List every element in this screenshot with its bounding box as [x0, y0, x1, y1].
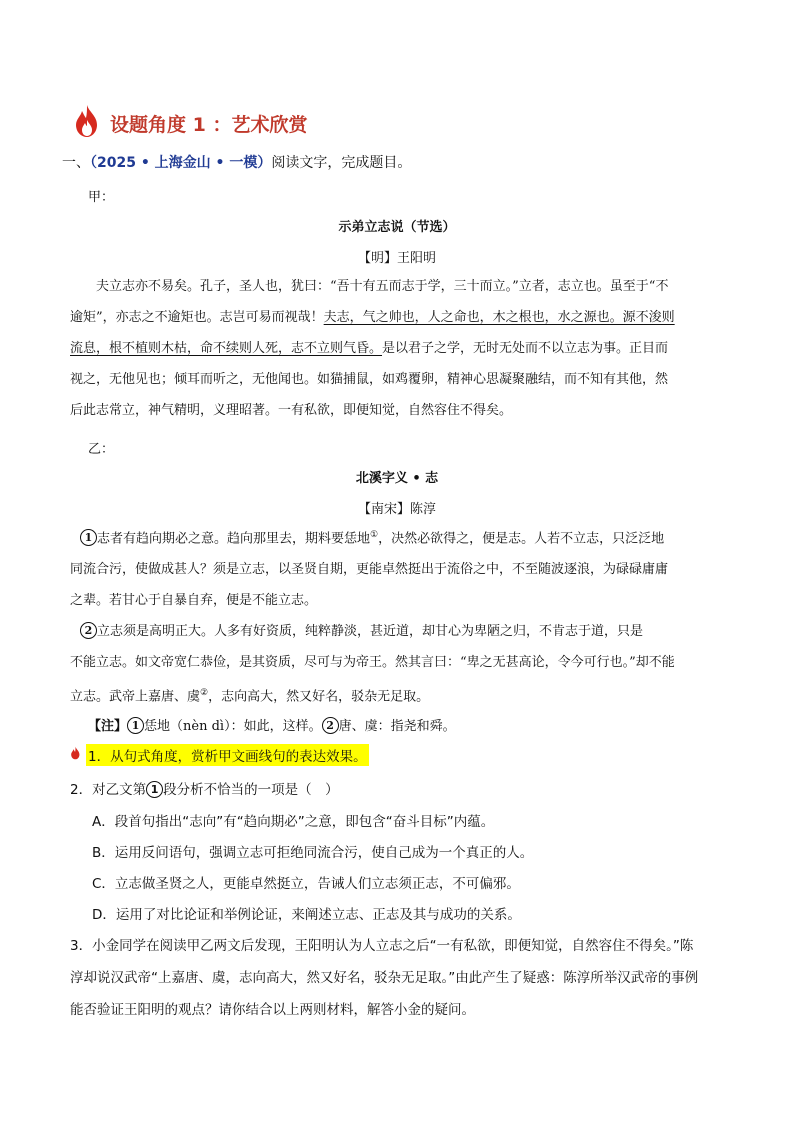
passage-yi-title: 北溪字义 • 志	[355, 471, 439, 486]
passage-yi-para-2	[70, 616, 726, 712]
passage-jia-body	[70, 271, 726, 426]
question-3-line-3: 能否验证王阳明的观点？请你结合以上两则材料，解答小金的疑问。	[70, 1002, 475, 1018]
footnote-ref-1: ①	[370, 530, 379, 540]
passage-yi-para-1	[70, 520, 726, 616]
footnote-marker-1: 1	[127, 717, 144, 734]
question-2-stem: 2．对乙文第	[70, 782, 147, 798]
question-source: （2025 • 上海金山 • 一模）	[90, 155, 272, 171]
question-3-line-2: 淳却说汉武帝“上嘉唐、虞，志向高大，然又好名，驳杂无足取。”由此产生了疑惑：陈淳所举汉武帝的事例	[70, 970, 699, 986]
passage-jia-label: 甲：	[88, 190, 115, 205]
footnote	[88, 715, 456, 734]
question-instruction: 阅读文字，完成题目。	[271, 155, 412, 171]
yi-p2-line-3a: 立志。武帝上嘉唐、虞	[70, 689, 201, 705]
jia-line-3b: 是以君子之学，无时无处而不以立志为事。正目而	[382, 341, 669, 356]
yi-p1-line-1a: 志者有趋向期必之意。趋向那里去，期料要恁地	[97, 531, 371, 547]
jia-line-2a: 逾矩”，亦志之不逾矩也。志岂可易而视哉！	[70, 310, 324, 325]
paragraph-marker-2: 2	[80, 622, 97, 639]
question-2	[70, 778, 339, 798]
yi-p1-line-2: 同流合污，使做成甚人？须是立志，以圣贤自期，更能卓然挺出于流俗之中，不至随波逐浪，为碌碌庸庸	[70, 562, 669, 578]
yi-p1-line-1b: ，决然必欲得之，便是志。人若不立志，只泛泛地	[378, 531, 665, 547]
option-a[interactable]: A．段首句指出“志向”有“趋向期必”之意，即包含“奋斗目标”内蕴。	[92, 814, 495, 830]
question-header	[62, 152, 411, 172]
jia-underlined-sentence-cont: 流息，根不植则木枯，命不续则人死，志不立则气昏。	[70, 341, 383, 356]
footnote-head: 【注】	[88, 719, 128, 734]
footnote-ref-2: ②	[200, 688, 209, 698]
question-3-line-1: 3．小金同学在阅读甲乙两文后发现，王阳明认为人立志之后“一有私欲，即便知觉，自然容住不得矣。”陈	[70, 938, 694, 954]
footnote-text-1: 恁地（nèn dì）：如此，这样。	[144, 719, 322, 734]
jia-underlined-sentence: 夫志，气之帅也，人之命也，木之根也，水之源也。源不浚则	[323, 310, 675, 325]
passage-jia-title: 示弟立志说（节选）	[338, 220, 456, 235]
passage-yi-label: 乙：	[88, 442, 115, 457]
yi-p2-line-2: 不能立志。如文帝宽仁恭俭，是其资质，尽可与为帝王。然其言曰：“卑之无甚高论，令今可行也。”却不能	[70, 655, 675, 670]
question-3	[70, 930, 726, 1026]
option-d[interactable]: D．运用了对比论证和举例论证，来阐述立志、正志及其与成功的关系。	[92, 907, 521, 923]
fire-icon	[70, 746, 81, 760]
question-2-marker: 1	[146, 781, 163, 798]
question-1: 1．从句式角度，赏析甲文画线句的表达效果。	[86, 744, 369, 766]
jia-line-4: 视之，无他见也；倾耳而听之，无他闻也。如猫捕鼠，如鸡覆卵，精神心思凝聚融结，而不知有其他，然	[70, 372, 669, 387]
question-2-stem-end: 段分析不恰当的一项是（ ）	[163, 782, 339, 798]
fire-icon	[73, 104, 101, 138]
footnote-marker-2: 2	[322, 717, 339, 734]
option-b[interactable]: B．运用反问语句，强调立志可拒绝同流合污，使自己成为一个真正的人。	[92, 845, 534, 861]
footnote-text-2: 唐、虞：指尧和舜。	[338, 719, 456, 734]
option-c[interactable]: C．立志做圣贤之人，更能卓然挺立，告诫人们立志须正志，不可偏邪。	[92, 876, 520, 892]
passage-jia-author: 【明】王阳明	[357, 251, 436, 266]
yi-p2-line-3b: ，志向高大，然又好名，驳杂无足取。	[208, 689, 430, 705]
passage-yi-author: 【南宋】陈淳	[357, 502, 436, 517]
jia-line-5: 后此志常立，神气精明，义理昭著。一有私欲，即便知觉，自然容住不得矣。	[70, 403, 513, 418]
question-number: 一、	[62, 155, 90, 171]
paragraph-marker-1: 1	[80, 529, 97, 546]
jia-line-1: 夫立志亦不易矣。孔子，圣人也，犹曰：“吾十有五而志于学，三十而立。”立者，志立也。虽至于“不	[96, 279, 669, 294]
section-title: 设题角度 1 ：艺术欣赏	[110, 114, 308, 136]
yi-p1-line-3: 之辈。若甘心于自暴自弃，便是不能立志。	[70, 593, 318, 609]
yi-p2-line-1: 立志须是高明正大。人多有好资质，纯粹静淡，甚近道，却甘心为卑陋之归，不肯志于道，只是	[97, 624, 644, 639]
